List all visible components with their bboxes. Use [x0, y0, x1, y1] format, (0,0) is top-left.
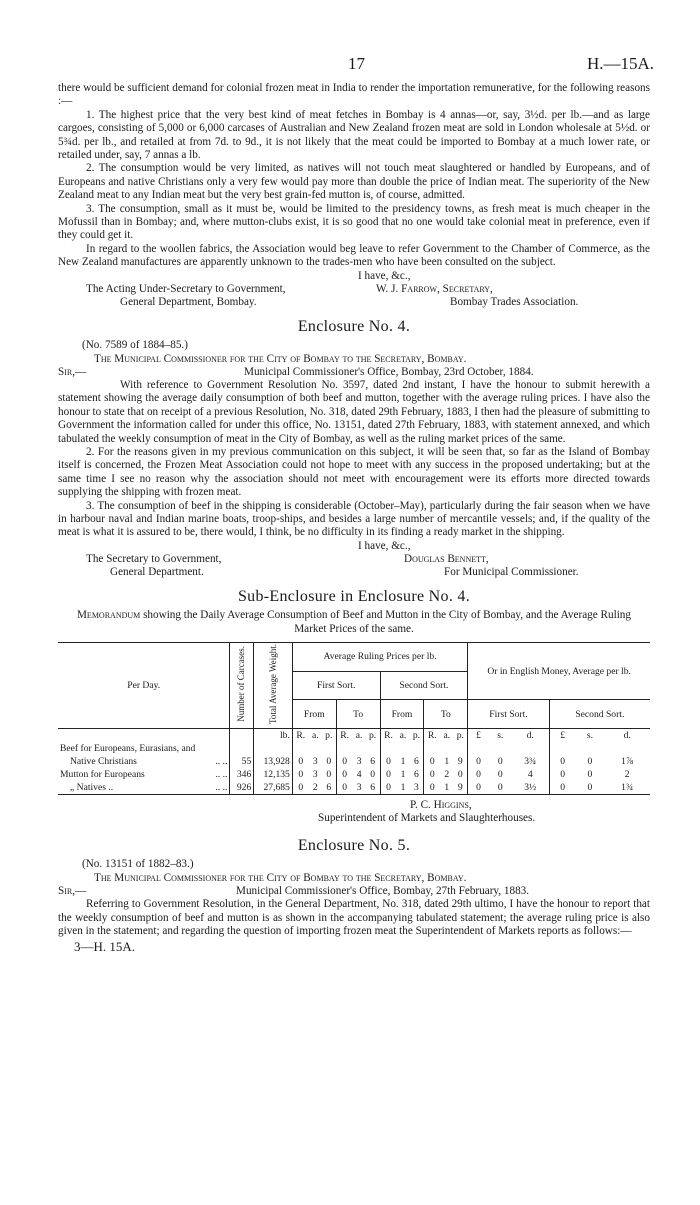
signer: W. J. Farrow, Secretary, — [376, 282, 493, 295]
paragraph: 1. The highest price that the very best kind of meat fetches in Bombay is 4 annas—or, say, 3½d. per lb.—and as large cargoes, consisting of 5,000 or 6,000 carcases of Australian and New Zealand frozen meat are sold in London wholesale at 5½d. or 5¾d. per lb., and retailed at from 7d. to 9d., it is not likely that the meat could be imported to Bombay at a much lower rate, or retailed under, say, 7 annas a lb. — [58, 108, 650, 162]
enclosure-heading: Enclosure No. 5. — [297, 837, 411, 855]
addressee: General Department, Bombay. — [120, 295, 257, 308]
signature-block — [58, 540, 650, 580]
paragraph: In regard to the woollen fabrics, the Association would beg leave to refer Government to the Chamber of Commerce, as the New Zealand manufactures are apparently unknown to the trades-men who have been consulted on the subject. — [58, 242, 650, 269]
col-carcases: Number of Carcases. — [236, 646, 247, 722]
addressee: The Acting Under-Secretary to Government, — [86, 282, 286, 295]
col-from: From — [292, 700, 336, 729]
page-header — [0, 54, 700, 74]
signer: P. C. Higgins, — [410, 799, 472, 812]
col-group-rupee-prices: Average Ruling Prices per lb. — [292, 643, 467, 672]
paragraph: 3. The consumption, small as it must be, would be limited to the presidency towns, as fresh meat is much cheaper in the Mofussil than in Bombay; and, where mutton-clubs exist, it is so good that no one would take colonial meat in preference, even if they could get it. — [58, 202, 650, 242]
col-weight: Total Average Weight. — [267, 644, 278, 725]
paragraph: With reference to Government Resolution No. 3597, dated 2nd instant, I have the honour to submit herewith a statement showing the average daily consumption of both beef and mutton, together with the average ruling prices. I have also the honour to state that on receipt of a previous Resolution, No. 318, dated 29th February, 1883, I then had the pleasure of submitting to Government the information called for under this office, No. 13151, dated 27th February, 1883, with statement annexed, and which tabulated the weekly consumption of meat in the City of Bombay, as well as the ruling market prices of the same. — [58, 378, 650, 445]
enclosure-number: (No. 13151 of 1882–83.) — [82, 858, 194, 871]
paragraph: 3. The consumption of beef in the shipping is considerable (October–May), particularly during the fair season when we have in harbour naval and Indian marine boats, troop-ships, and besides a large number of mercantile vessels; and, if the quality of the meat is what it is assured to be, there would, I think, be no difficulty in its finding a ready market in the shipping. — [58, 499, 650, 539]
signer-title: For Municipal Commissioner. — [444, 565, 579, 578]
page-number: 17 — [348, 54, 365, 73]
col-to: To — [336, 700, 380, 729]
enclosure-heading: Enclosure No. 4. — [297, 317, 411, 335]
col-first-sort: First Sort. — [468, 700, 549, 729]
col-second-sort: Second Sort. — [549, 700, 650, 729]
signer-title: Bombay Trades Association. — [450, 295, 579, 308]
closing: I have, &c., — [358, 269, 411, 282]
signature-mark: 3—H. 15A. — [74, 939, 136, 955]
paragraph: Referring to Government Resolution, in the General Department, No. 318, dated 29th ultimo, I have the honour to report that the weekly consumption of beef and mutton is as shown in the accompanying tabulated statement; the average ruling price is also given in the statement; and regarding the question of importing frozen meat the Superintendent of Markets reports as follows:— — [58, 898, 650, 938]
addressee: The Secretary to Government, — [86, 552, 222, 565]
memorandum-label: Memorandum — [76, 609, 141, 622]
col-from: From — [380, 700, 424, 729]
signature-block — [58, 270, 650, 310]
sub-enclosure-heading: Sub-Enclosure in Enclosure No. 4. — [237, 587, 471, 605]
table-row: Mutton for Europeans .. .. 346 12,135 0 3 0 0 4 0 0 1 6 0 2 0 0 0 4 0 0 2 — [60, 769, 630, 781]
document-reference: H.—15A. — [586, 54, 654, 73]
memorandum-caption: Memorandum showing the Daily Average Consumption of Beef and Mutton in the City of Bombay, and the Average Ruling Market Prices of the same. — [76, 609, 631, 635]
dateline: Municipal Commissioner's Office, Bombay, 23rd October, 1884. — [244, 365, 534, 378]
document-body — [58, 82, 650, 954]
col-per-day: Per Day. — [127, 680, 161, 692]
dateline: Municipal Commissioner's Office, Bombay, 27th February, 1883. — [236, 885, 530, 898]
paragraph: 2. The consumption would be very limited, as natives will not touch meat slaughtered or handled by Europeans, and of Europeans and native Christians only a very few would pay more than double the price of Indian meat. The superiority of the New Zealand meat to any Indian meat but the very best grain-fed mutton is, of course, admitted. — [58, 162, 650, 202]
col-to: To — [424, 700, 468, 729]
table-row: Beef for Europeans, Eurasians, and — [58, 742, 650, 755]
closing: I have, &c., — [358, 539, 411, 552]
from-to-line: The Municipal Commissioner for the City of Bombay to the Secretary, Bombay. — [94, 352, 467, 365]
table-row: „ Natives .. .. .. 926 27,685 0 2 6 0 3 6 0 1 3 0 1 9 0 0 3½ 0 0 1¾ — [58, 781, 650, 795]
addressee: General Department. — [110, 565, 204, 578]
salutation: Sir,— — [58, 885, 87, 898]
consumption-price-table — [58, 642, 650, 795]
salutation: Sir,— — [58, 365, 87, 378]
letter-continuation: there would be sufficient demand for colonial frozen meat in India to render the importation remunerative, for the following reasons :— — [58, 82, 650, 108]
col-group-english-money: Or in English Money, Average per lb. — [468, 643, 650, 700]
table-row: Native Christians .. .. 55 13,928 0 3 0 0 3 6 0 1 6 0 1 9 0 0 3¾ 0 0 1⅞ — [70, 756, 634, 768]
enclosure-number: (No. 7589 of 1884–85.) — [82, 339, 188, 352]
units-row: lb. R. a. p. R. a. p. R. a. p. R. a. p. £ s. d. £ s. d. — [58, 729, 650, 743]
signer: Douglas Bennett, — [404, 552, 489, 565]
paragraph: 2. For the reasons given in my previous communication on this subject, it will be seen that, so far as the Island of Bombay itself is concerned, the Frozen Meat Association could not hope to meet with any success in the proposed undertaking; but at the same time I see no reason why the association should not meet with encouragement were its efforts more directed towards supplying the shipping with frozen meat. — [58, 445, 650, 499]
col-first-sort: First Sort. — [292, 671, 380, 700]
from-to-line: The Municipal Commissioner for the City of Bombay to the Secretary, Bombay. — [94, 871, 467, 884]
col-second-sort: Second Sort. — [380, 671, 468, 700]
signer-title: Superintendent of Markets and Slaughterhouses. — [318, 812, 536, 825]
signature-block — [58, 799, 650, 829]
